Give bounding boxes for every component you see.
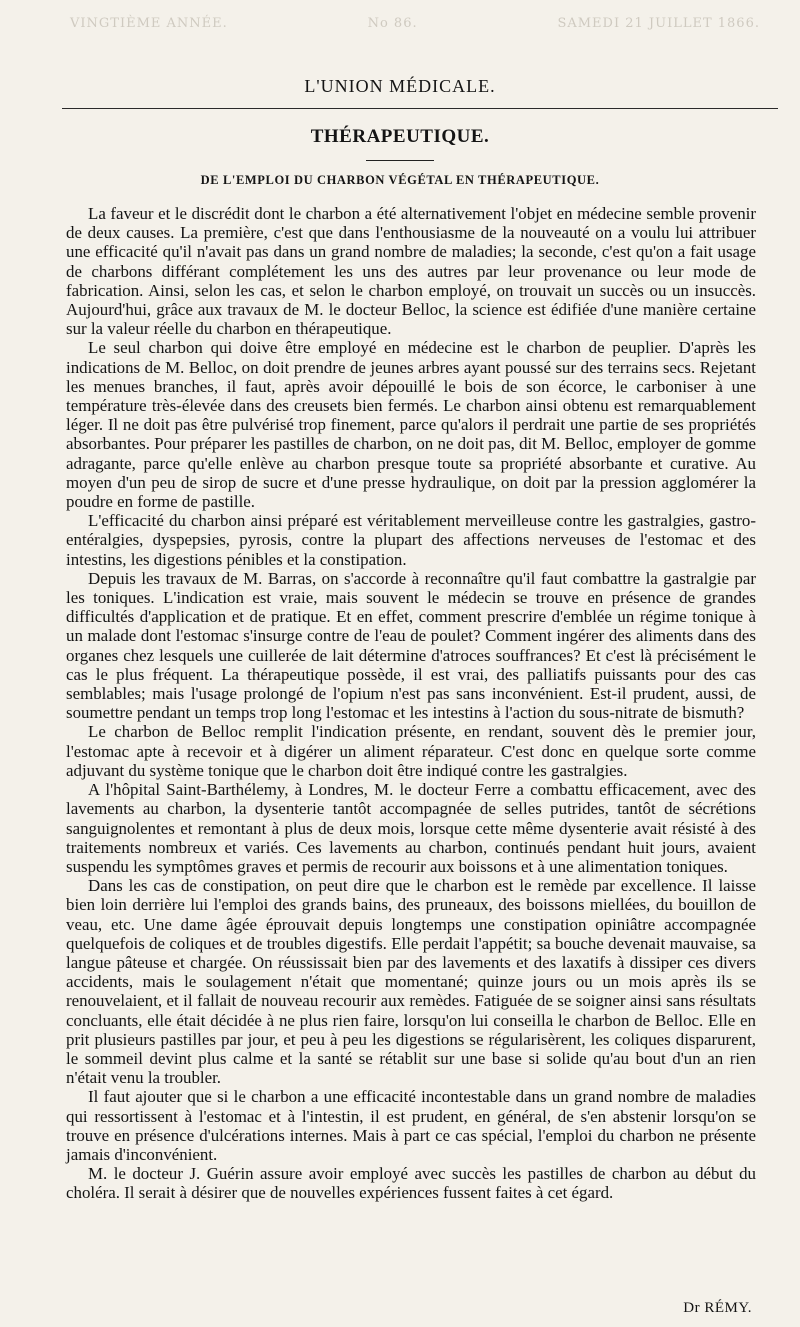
paragraph-2: Le seul charbon qui doive être employé en médecine est le charbon de peuplier. D'après les indications de M. Belloc, on doit prendre de jeunes arbres ayant poussé sur des terrains secs. Rejetant les menues branches, il faut, après avoir dépouillé le bois de son écorce, le carboniser à une température très-élevée dans des creusets bien fermés. Le charbon ainsi obtenu est remarquablement léger. Il ne doit pas être pulvérisé trop finement, parce qu'alors il perdrait une partie de ses propriétés absorbantes. Pour préparer les pastilles de charbon, on ne doit pas, dit M. Belloc, employer de gomme adragante, parce qu'elle enlève au charbon presque toute sa propriété absorbante et curative. Au moyen d'un peu de sirop de sucre et d'une presse hydraulique, on doit par la pression agglomérer la poudre en forme de pastille.	[66, 338, 756, 512]
faint-year: VINGTIÈME ANNÉE.	[70, 16, 228, 31]
faint-number: No 86.	[367, 16, 418, 31]
paragraph-9: M. le docteur J. Guérin assure avoir employé avec succès les pastilles de charbon au début du choléra. Il serait à désirer que de nouvelles expériences fussent faites à cet égard.	[66, 1164, 756, 1203]
journal-title: L'UNION MÉDICALE.	[304, 76, 496, 96]
section-divider	[366, 160, 434, 161]
article-body	[66, 204, 756, 1203]
author-signature: Dr RÉMY.	[683, 1300, 752, 1316]
article-title: DE L'EMPLOI DU CHARBON VÉGÉTAL EN THÉRAPEUTIQUE.	[200, 173, 600, 187]
paragraph-6: A l'hôpital Saint-Barthélemy, à Londres, M. le docteur Ferre a combattu efficacement, avec des lavements au charbon, la dysenterie tantôt accompagnée de selles putrides, tantôt de sécrétions sanguignolentes et remontant à plus de deux mois, lorsque cette même dysenterie avait résisté à des traitements nombreux et variés. Ces lavements au charbon, continués pendant huit jours, avaient suspendu les symptômes graves et permis de recourir aux boissons et à une alimentation toniques.	[66, 780, 756, 876]
paragraph-3: L'efficacité du charbon ainsi préparé est véritablement merveilleuse contre les gastralgies, gastro-entéralgies, dyspepsies, pyrosis, contre la plupart des affections nerveuses de l'estomac et des intestins, les digestions pénibles et la constipation.	[66, 511, 756, 569]
section-title: THÉRAPEUTIQUE.	[310, 126, 490, 147]
faint-date: SAMEDI 21 JUILLET 1866.	[557, 16, 760, 31]
paragraph-5: Le charbon de Belloc remplit l'indication présente, en rendant, souvent dès le premier jour, l'estomac apte à recevoir et à digérer un aliment réparateur. C'est donc en quelque sorte comme adjuvant du système tonique que le charbon doit être indiqué contre les gastralgies.	[66, 722, 756, 780]
paragraph-1: La faveur et le discrédit dont le charbon a été alternativement l'objet en médecine semble provenir de deux causes. La première, c'est que dans l'enthousiasme de la nouveauté on a voulu lui attribuer une efficacité qu'il n'avait pas dans un grand nombre de maladies; la seconde, c'est qu'on a fait usage de charbons différant complétement les uns des autres par leur provenance ou leur mode de fabrication. Ainsi, selon les cas, et selon le charbon employé, on trouvait un succès ou un insuccès. Aujourd'hui, grâce aux travaux de M. le docteur Belloc, la science est édifiée d'une manière certaine sur la valeur réelle du charbon en thérapeutique.	[66, 204, 756, 339]
faint-bleedthrough-header	[70, 16, 760, 36]
paragraph-4: Depuis les travaux de M. Barras, on s'accorde à reconnaître qu'il faut combattre la gastralgie par les toniques. L'indication est vraie, mais souvent le médecin se trouve en présence de grandes difficultés d'application et de pratique. Et en effet, comment prescrire d'emblée un régime tonique à un malade dont l'estomac s'insurge contre de l'eau de poulet? Comment ingérer des aliments dans des organes chez lesquels une cuillerée de lait détermine d'atroces souffrances? Et c'est là précisément le cas le plus fréquent. La thérapeutique possède, il est vrai, des palliatifs puissants pour des cas semblables; mais l'usage prolongé de l'opium n'est pas sans inconvénient. Est-il prudent, aussi, de soumettre pendant un temps trop long l'estomac et les intestins à l'action du sous-nitrate de bismuth?	[66, 568, 756, 723]
paragraph-7: Dans les cas de constipation, on peut dire que le charbon est le remède par excellence. Il laisse bien loin derrière lui l'emploi des grands bains, des pruneaux, des boissons miellées, du bouillon de veau, etc. Une dame âgée éprouvait depuis longtemps une constipation opiniâtre accompagnée quelquefois de coliques et de troubles digestifs. Elle perdait l'appétit; sa bouche devenait mauvaise, sa langue pâteuse et chargée. On réussissait bien par des lavements et des laxatifs à dissiper ces divers accidents, mais le soulagement n'était que momentané; quinze jours ou un mois après ils se renouvelaient, et il fallait de nouveau recourir aux remèdes. Fatiguée de se soigner ainsi sans résultats concluants, elle était décidée à ne plus rien faire, lorsqu'on lui conseilla le charbon de Belloc. Elle en prit plusieurs pastilles par jour, et peu à peu les digestions se régularisèrent, les coliques disparurent, le sommeil devint plus calme et la santé se rétablit sur une base si solide qu'au bout d'un an rien n'était venu la troubler.	[66, 876, 756, 1088]
header-rule	[62, 108, 778, 109]
paragraph-8: Il faut ajouter que si le charbon a une efficacité incontestable dans un grand nombre de maladies qui ressortissent à l'estomac et à l'intestin, il est prudent, en général, de s'en abstenir lorsqu'on se trouve en présence d'ulcérations internes. Mais à part ce cas spécial, l'emploi du charbon ne présente jamais d'inconvénient.	[66, 1087, 756, 1164]
